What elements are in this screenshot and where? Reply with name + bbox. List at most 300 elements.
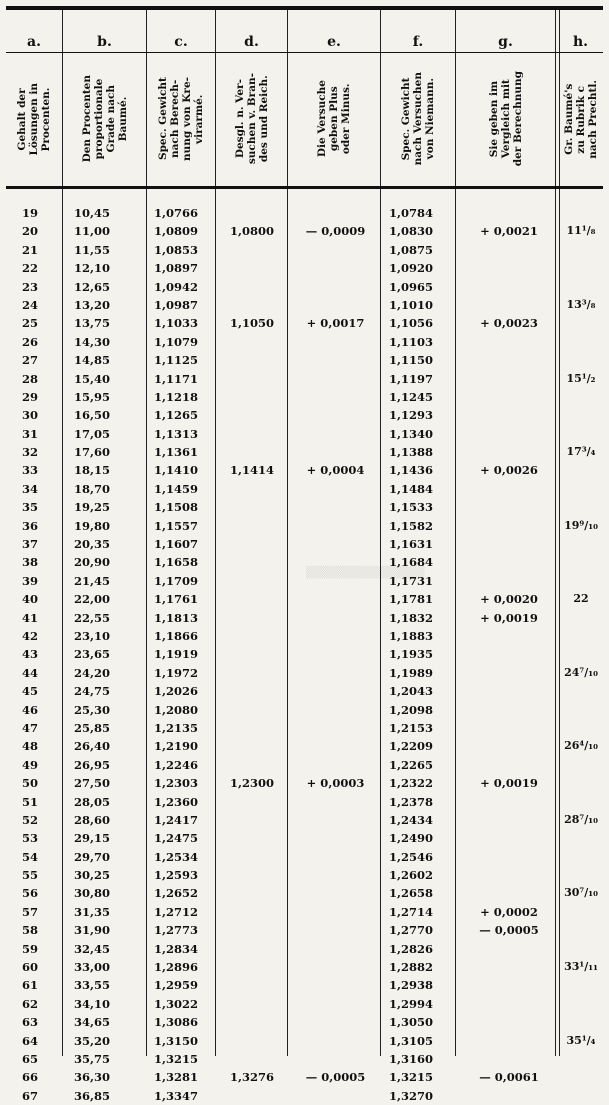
cell-g: — 0,0061 xyxy=(479,1070,539,1085)
cell-c: 1,2190 xyxy=(154,739,199,754)
cell-c: 1,3022 xyxy=(154,996,199,1011)
cell-a: 46 xyxy=(21,702,38,717)
top-rule xyxy=(6,6,603,10)
cell-c: 1,2417 xyxy=(154,812,199,827)
table-row xyxy=(6,1032,603,1050)
cell-b: 19,80 xyxy=(74,518,111,533)
cell-f: 1,2602 xyxy=(389,868,434,883)
cell-f: 1,2490 xyxy=(389,831,434,846)
cell-b: 18,70 xyxy=(74,481,111,496)
table-row xyxy=(6,314,603,332)
cell-c: 1,1125 xyxy=(154,353,199,368)
cell-f: 1,2770 xyxy=(389,923,434,938)
table-row xyxy=(6,1013,603,1031)
cell-f: 1,1832 xyxy=(389,610,434,625)
cell-a: 36 xyxy=(21,518,38,533)
table-row xyxy=(6,756,603,774)
cell-c: 1,2959 xyxy=(154,978,199,993)
cell-g: + 0,0021 xyxy=(480,224,538,239)
cell-f: 1,1935 xyxy=(389,647,434,662)
cell-b: 28,60 xyxy=(74,812,111,827)
cell-a: 48 xyxy=(21,739,38,754)
column-header-h-text: Gr. Baumé's zu Rubrik c nach Prechtl. xyxy=(562,79,599,159)
cell-f: 1,1293 xyxy=(389,408,434,423)
cell-h: 19⁹/₁₀ xyxy=(564,518,598,532)
cell-a: 38 xyxy=(21,555,38,570)
cell-c: 1,1866 xyxy=(154,628,199,643)
cell-c: 1,1972 xyxy=(154,665,199,680)
cell-c: 1,0853 xyxy=(154,242,199,257)
cell-b: 30,80 xyxy=(74,886,111,901)
cell-b: 15,40 xyxy=(74,371,111,386)
cell-c: 1,3150 xyxy=(154,1033,199,1048)
cell-a: 32 xyxy=(21,445,38,460)
cell-c: 1,2080 xyxy=(154,702,199,717)
cell-a: 62 xyxy=(21,996,38,1011)
cell-f: 1,1582 xyxy=(389,518,434,533)
column-header-f-text: Spec. Gewicht nach Versuchen von Niemann. xyxy=(400,72,436,166)
cell-f: 1,0920 xyxy=(389,261,434,276)
cell-c: 1,0987 xyxy=(154,297,199,312)
column-header-e xyxy=(288,54,380,184)
cell-c: 1,1361 xyxy=(154,445,199,460)
cell-c: 1,1761 xyxy=(154,592,199,607)
cell-h: 28⁷/₁₀ xyxy=(564,812,598,826)
table-row xyxy=(6,811,603,829)
cell-d: 1,0800 xyxy=(229,224,274,239)
cell-f: 1,2265 xyxy=(389,757,434,772)
cell-h: 22 xyxy=(573,592,589,606)
cell-f: 1,1150 xyxy=(389,353,434,368)
cell-c: 1,1218 xyxy=(154,389,199,404)
table-row xyxy=(6,480,603,498)
table-row xyxy=(6,278,603,296)
cell-a: 35 xyxy=(21,500,38,515)
cell-a: 26 xyxy=(21,334,38,349)
cell-b: 24,20 xyxy=(74,665,111,680)
cell-h: 13³/₈ xyxy=(566,297,596,311)
cell-b: 33,00 xyxy=(74,960,111,975)
cell-b: 31,35 xyxy=(74,904,111,919)
table-row xyxy=(6,793,603,811)
cell-f: 1,2994 xyxy=(389,996,434,1011)
table-row xyxy=(6,406,603,424)
column-letter-d: d. xyxy=(244,34,259,50)
cell-c: 1,0809 xyxy=(154,224,199,239)
cell-f: 1,2378 xyxy=(389,794,434,809)
column-letter-c: c. xyxy=(174,34,188,50)
cell-b: 12,10 xyxy=(74,261,111,276)
column-header-b xyxy=(63,54,146,184)
table-row xyxy=(6,701,603,719)
table-row xyxy=(6,351,603,369)
cell-d: 1,1050 xyxy=(229,316,274,331)
column-letter-a: a. xyxy=(27,34,41,50)
table-row xyxy=(6,241,603,259)
cell-b: 17,05 xyxy=(74,426,111,441)
header-bottom-rule xyxy=(6,186,603,189)
cell-f: 1,1056 xyxy=(389,316,434,331)
table-row xyxy=(6,1068,603,1086)
cell-h: 17³/₄ xyxy=(566,445,596,459)
column-header-d-text: Desgl. n. Ver- suchen v. Bran- des und Reich. xyxy=(233,73,270,165)
column-letter-b: b. xyxy=(97,34,112,50)
table-row xyxy=(6,995,603,1013)
cell-f: 1,0830 xyxy=(389,224,434,239)
cell-c: 1,1459 xyxy=(154,481,199,496)
table-row xyxy=(6,976,603,994)
table-row xyxy=(6,627,603,645)
cell-b: 22,00 xyxy=(74,592,111,607)
cell-f: 1,1010 xyxy=(389,297,434,312)
cell-f: 1,0875 xyxy=(389,242,434,257)
cell-h: 35¹/₄ xyxy=(566,1033,596,1047)
cell-b: 15,95 xyxy=(74,389,111,404)
cell-c: 1,1313 xyxy=(154,426,199,441)
cell-h: 24⁷/₁₀ xyxy=(564,665,598,679)
cell-h: 30⁷/₁₀ xyxy=(564,886,598,900)
cell-a: 22 xyxy=(21,261,38,276)
table-page xyxy=(6,6,603,1103)
cell-f: 1,2209 xyxy=(389,739,434,754)
cell-b: 36,30 xyxy=(74,1070,111,1085)
cell-c: 1,2834 xyxy=(154,941,199,956)
cell-e: + 0,0003 xyxy=(306,776,365,791)
table-row xyxy=(6,866,603,884)
cell-b: 33,55 xyxy=(74,978,111,993)
cell-a: 37 xyxy=(21,537,38,552)
cell-f: 1,2714 xyxy=(389,904,434,919)
cell-f: 1,1197 xyxy=(389,371,434,386)
cell-b: 17,60 xyxy=(74,445,111,460)
cell-a: 45 xyxy=(21,684,38,699)
cell-a: 31 xyxy=(21,426,38,441)
cell-f: 1,3050 xyxy=(389,1015,434,1030)
table-row xyxy=(6,296,603,314)
cell-f: 1,1388 xyxy=(389,445,434,460)
cell-e: + 0,0017 xyxy=(306,316,365,331)
bleed-through-texture: ▒▒▒▒▒▒▒▒▒▒▒▒▒▒ xyxy=(306,566,425,579)
table-row xyxy=(6,921,603,939)
cell-f: 1,2098 xyxy=(389,702,434,717)
column-letter-g: g. xyxy=(498,34,513,50)
cell-a: 43 xyxy=(21,647,38,662)
cell-g: — 0,0005 xyxy=(479,923,539,938)
cell-c: 1,1709 xyxy=(154,573,199,588)
table-row xyxy=(6,1087,603,1105)
table-row xyxy=(6,333,603,351)
cell-b: 35,75 xyxy=(74,1051,111,1066)
cell-b: 24,75 xyxy=(74,684,111,699)
table-row xyxy=(6,535,603,553)
cell-h: 26⁴/₁₀ xyxy=(564,739,598,753)
cell-f: 1,2882 xyxy=(389,960,434,975)
cell-b: 12,65 xyxy=(74,279,111,294)
table-row xyxy=(6,517,603,535)
cell-a: 53 xyxy=(21,831,38,846)
column-header-c-text: Spec. Gewicht nach Berech- nung von Kre- virarmé. xyxy=(157,77,205,161)
table-row xyxy=(6,848,603,866)
cell-b: 26,40 xyxy=(74,739,111,754)
cell-c: 1,2026 xyxy=(154,684,199,699)
table-row xyxy=(6,609,603,627)
cell-a: 65 xyxy=(21,1051,38,1066)
cell-c: 1,1079 xyxy=(154,334,199,349)
table-row xyxy=(6,645,603,663)
table-row xyxy=(6,664,603,682)
cell-c: 1,1508 xyxy=(154,500,199,515)
cell-c: 1,3215 xyxy=(154,1051,199,1066)
cell-c: 1,1410 xyxy=(154,463,199,478)
cell-g: + 0,0023 xyxy=(480,316,538,331)
header-rule xyxy=(6,52,603,53)
cell-b: 13,20 xyxy=(74,297,111,312)
cell-a: 59 xyxy=(21,941,38,956)
table-body xyxy=(6,204,603,1105)
column-header-g-text: Sie geben im Vergleich mit der Berechnung xyxy=(487,71,524,167)
column-letter-e: e. xyxy=(327,34,341,50)
cell-f: 1,1103 xyxy=(389,334,434,349)
column-header-f xyxy=(381,54,455,184)
cell-c: 1,2475 xyxy=(154,831,199,846)
cell-f: 1,3160 xyxy=(389,1051,434,1066)
cell-c: 1,2135 xyxy=(154,720,199,735)
cell-d: 1,1414 xyxy=(229,463,274,478)
table-row xyxy=(6,958,603,976)
column-header-e-text: Die Versuche geben Plus oder Minus. xyxy=(316,80,352,158)
cell-b: 30,25 xyxy=(74,868,111,883)
cell-a: 64 xyxy=(21,1033,38,1048)
cell-a: 23 xyxy=(21,279,38,294)
cell-f: 1,1533 xyxy=(389,500,434,515)
cell-b: 23,65 xyxy=(74,647,111,662)
table-row xyxy=(6,903,603,921)
cell-f: 1,2826 xyxy=(389,941,434,956)
cell-b: 11,00 xyxy=(74,224,111,239)
cell-c: 1,1557 xyxy=(154,518,199,533)
cell-f: 1,1340 xyxy=(389,426,434,441)
cell-c: 1,1813 xyxy=(154,610,199,625)
table-row xyxy=(6,940,603,958)
cell-f: 1,2153 xyxy=(389,720,434,735)
cell-b: 20,35 xyxy=(74,537,111,552)
cell-a: 29 xyxy=(21,389,38,404)
table-row xyxy=(6,204,603,222)
cell-a: 61 xyxy=(21,978,38,993)
cell-f: 1,3105 xyxy=(389,1033,434,1048)
cell-c: 1,3347 xyxy=(154,1088,199,1103)
table-row xyxy=(6,884,603,902)
column-header-d xyxy=(216,54,287,184)
cell-d: 1,3276 xyxy=(229,1070,274,1085)
cell-f: 1,2043 xyxy=(389,684,434,699)
cell-a: 34 xyxy=(21,481,38,496)
cell-g: + 0,0026 xyxy=(480,463,538,478)
table-row xyxy=(6,370,603,388)
cell-b: 20,90 xyxy=(74,555,111,570)
cell-f: 1,2546 xyxy=(389,849,434,864)
cell-a: 21 xyxy=(21,242,38,257)
table-row xyxy=(6,553,603,571)
cell-c: 1,2246 xyxy=(154,757,199,772)
cell-b: 11,55 xyxy=(74,242,111,257)
cell-a: 28 xyxy=(21,371,38,386)
cell-h: 15¹/₂ xyxy=(566,371,596,385)
cell-b: 28,05 xyxy=(74,794,111,809)
column-header-g xyxy=(456,54,555,184)
cell-a: 27 xyxy=(21,353,38,368)
cell-a: 33 xyxy=(21,463,38,478)
table-row xyxy=(6,572,603,590)
column-letter-h: h. xyxy=(572,34,589,50)
cell-a: 58 xyxy=(21,923,38,938)
cell-a: 49 xyxy=(21,757,38,772)
cell-c: 1,2360 xyxy=(154,794,199,809)
cell-b: 34,65 xyxy=(74,1015,111,1030)
cell-c: 1,2896 xyxy=(154,960,199,975)
table-row xyxy=(6,259,603,277)
cell-c: 1,2593 xyxy=(154,868,199,883)
cell-b: 10,45 xyxy=(74,206,111,220)
table-row xyxy=(6,388,603,406)
column-header-c xyxy=(147,54,215,184)
cell-c: 1,1033 xyxy=(154,316,199,331)
cell-a: 55 xyxy=(21,868,38,883)
cell-b: 19,25 xyxy=(74,500,111,515)
cell-h: 33¹/₁₁ xyxy=(564,960,598,974)
cell-b: 34,10 xyxy=(74,996,111,1011)
cell-a: 51 xyxy=(21,794,38,809)
cell-d: 1,2300 xyxy=(229,776,274,791)
cell-b: 31,90 xyxy=(74,923,111,938)
cell-b: 14,85 xyxy=(74,353,111,368)
cell-g: + 0,0020 xyxy=(480,592,538,607)
cell-b: 14,30 xyxy=(74,334,111,349)
cell-e: — 0,0009 xyxy=(305,224,366,239)
cell-a: 44 xyxy=(21,665,38,680)
table-row xyxy=(6,498,603,516)
cell-f: 1,1245 xyxy=(389,389,434,404)
cell-e: + 0,0004 xyxy=(306,463,365,478)
cell-a: 66 xyxy=(21,1070,38,1085)
table-row xyxy=(6,461,603,479)
cell-b: 18,15 xyxy=(74,463,111,478)
cell-c: 1,2534 xyxy=(154,849,199,864)
table-row xyxy=(6,829,603,847)
cell-a: 24 xyxy=(21,297,38,312)
table-row xyxy=(6,425,603,443)
cell-f: 1,1436 xyxy=(389,463,434,478)
cell-c: 1,1919 xyxy=(154,647,199,662)
cell-c: 1,0942 xyxy=(154,279,199,294)
table-row xyxy=(6,590,603,608)
cell-a: 47 xyxy=(21,720,38,735)
cell-f: 1,3270 xyxy=(389,1088,434,1103)
cell-b: 27,50 xyxy=(74,776,111,791)
cell-c: 1,1171 xyxy=(154,371,199,386)
cell-f: 1,1989 xyxy=(389,665,434,680)
table-row xyxy=(6,774,603,792)
cell-f: 1,2938 xyxy=(389,978,434,993)
cell-c: 1,0766 xyxy=(154,206,199,220)
cell-a: 25 xyxy=(21,316,38,331)
cell-c: 1,2303 xyxy=(154,776,199,791)
cell-c: 1,2712 xyxy=(154,904,199,919)
cell-c: 1,1607 xyxy=(154,537,199,552)
cell-a: 54 xyxy=(21,849,38,864)
cell-b: 32,45 xyxy=(74,941,111,956)
cell-f: 1,2658 xyxy=(389,886,434,901)
cell-a: 41 xyxy=(21,610,38,625)
cell-h: 11¹/₈ xyxy=(566,224,596,238)
cell-a: 52 xyxy=(21,812,38,827)
cell-a: 40 xyxy=(21,592,38,607)
table-row xyxy=(6,719,603,737)
cell-c: 1,2773 xyxy=(154,923,199,938)
cell-b: 29,70 xyxy=(74,849,111,864)
cell-c: 1,0897 xyxy=(154,261,199,276)
cell-f: 1,1781 xyxy=(389,592,434,607)
cell-b: 16,50 xyxy=(74,408,111,423)
cell-f: 1,1883 xyxy=(389,628,434,643)
cell-c: 1,2652 xyxy=(154,886,199,901)
cell-c: 1,3281 xyxy=(154,1070,199,1085)
cell-f: 1,0784 xyxy=(389,206,434,220)
cell-g: + 0,0019 xyxy=(480,776,538,791)
cell-b: 25,85 xyxy=(74,720,111,735)
table-row xyxy=(6,222,603,240)
cell-g: + 0,0019 xyxy=(480,610,538,625)
cell-b: 13,75 xyxy=(74,316,111,331)
cell-b: 25,30 xyxy=(74,702,111,717)
cell-f: 1,0965 xyxy=(389,279,434,294)
cell-f: 1,1731 xyxy=(389,573,434,588)
cell-f: 1,1484 xyxy=(389,481,434,496)
cell-b: 26,95 xyxy=(74,757,111,772)
cell-b: 35,20 xyxy=(74,1033,111,1048)
cell-a: 60 xyxy=(21,960,38,975)
cell-a: 63 xyxy=(21,1015,38,1030)
table-row xyxy=(6,682,603,700)
cell-g: + 0,0002 xyxy=(480,904,538,919)
cell-a: 57 xyxy=(21,904,38,919)
cell-c: 1,3086 xyxy=(154,1015,199,1030)
cell-a: 19 xyxy=(21,206,38,220)
table-row xyxy=(6,443,603,461)
cell-c: 1,1658 xyxy=(154,555,199,570)
column-header-a-text: Gehalt der Lösungen in Procenten. xyxy=(16,82,52,156)
cell-a: 50 xyxy=(21,776,38,791)
cell-a: 30 xyxy=(21,408,38,423)
cell-f: 1,2322 xyxy=(389,776,434,791)
cell-a: 67 xyxy=(21,1088,38,1103)
column-header-a xyxy=(6,54,62,184)
cell-f: 1,1631 xyxy=(389,537,434,552)
table-row xyxy=(6,1050,603,1068)
cell-e: — 0,0005 xyxy=(305,1070,366,1085)
cell-b: 23,10 xyxy=(74,628,111,643)
column-letter-f: f. xyxy=(412,34,424,50)
cell-b: 36,85 xyxy=(74,1088,111,1103)
cell-f: 1,3215 xyxy=(389,1070,434,1085)
column-header-b-text: Den Procenten proportionale Grade nach Baumé. xyxy=(80,75,129,163)
cell-a: 56 xyxy=(21,886,38,901)
cell-f: 1,2434 xyxy=(389,812,434,827)
cell-b: 21,45 xyxy=(74,573,111,588)
cell-f: 1,1684 xyxy=(389,555,434,570)
column-header-h xyxy=(558,54,603,184)
cell-a: 42 xyxy=(21,628,38,643)
